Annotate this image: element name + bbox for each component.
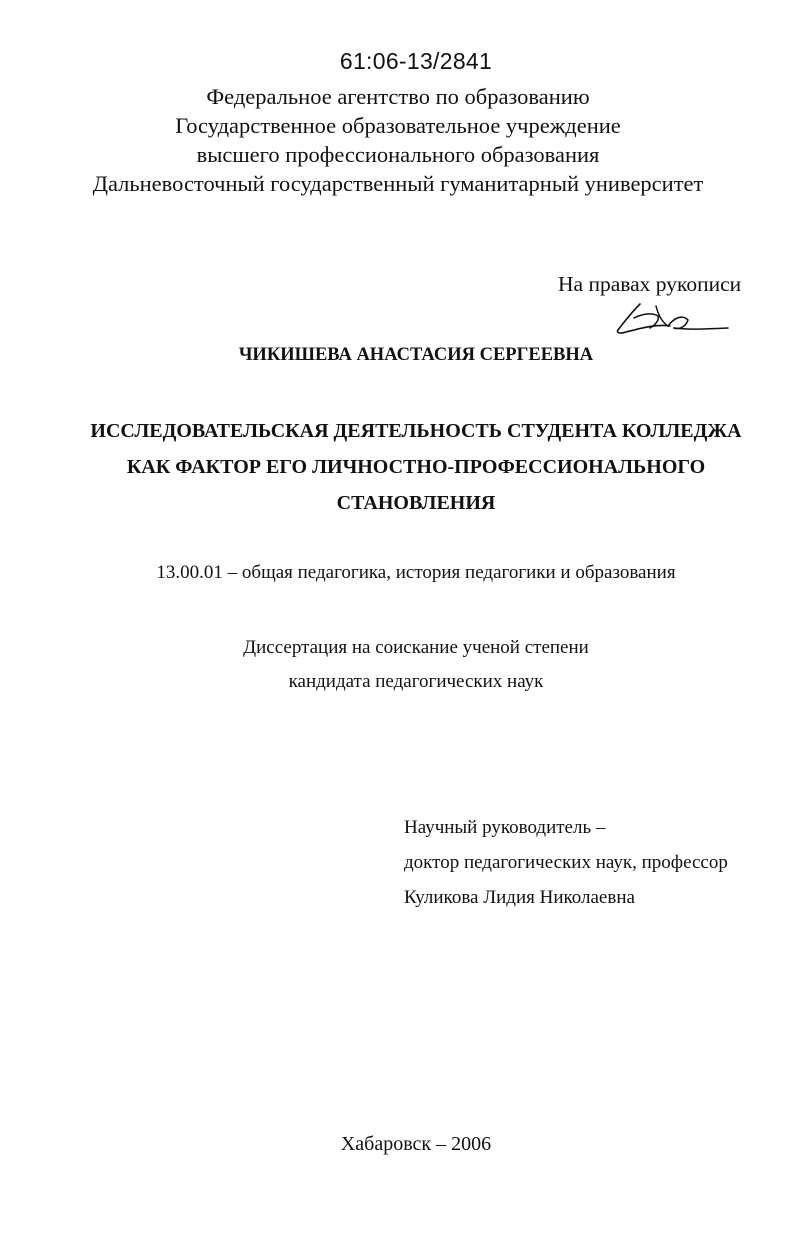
supervisor-line: Научный руководитель – [404, 817, 606, 838]
supervisor-line: доктор педагогических наук, профессор [404, 852, 728, 873]
organization-line: Дальневосточный государственный гуманитарный университет [92, 171, 704, 196]
degree-statement [0, 631, 796, 699]
organization-line: Федеральное агентство по образованию [206, 84, 590, 109]
title-line: СТАНОВЛЕНИЯ [336, 492, 496, 514]
degree-line: Диссертация на соискание ученой степени [243, 637, 589, 658]
signature-icon [612, 296, 730, 340]
author-name: ЧИКИШЕВА АНАСТАСИЯ СЕРГЕЕВНА [238, 345, 594, 365]
degree-line: кандидата педагогических наук [288, 671, 544, 692]
supervisor-line: Куликова Лидия Николаевна [404, 887, 635, 908]
organization-line: высшего профессионального образования [196, 142, 600, 167]
title-line: КАК ФАКТОР ЕГО ЛИЧНОСТНО-ПРОФЕССИОНАЛЬНОГО [126, 456, 706, 478]
title-line: ИССЛЕДОВАТЕЛЬСКАЯ ДЕЯТЕЛЬНОСТЬ СТУДЕНТА КОЛЛЕДЖА [90, 420, 742, 442]
organization-block [0, 82, 796, 198]
manuscript-note: На правах рукописи [558, 272, 742, 296]
organization-line: Государственное образовательное учреждение [175, 113, 621, 138]
specialty-code: 13.00.01 – общая педагогика, история педагогики и образования [156, 562, 676, 583]
dissertation-title [0, 413, 796, 521]
supervisor-block [404, 810, 728, 915]
city-year: Хабаровск – 2006 [340, 1133, 492, 1155]
catalog-number: 61:06-13/2841 [339, 48, 493, 74]
